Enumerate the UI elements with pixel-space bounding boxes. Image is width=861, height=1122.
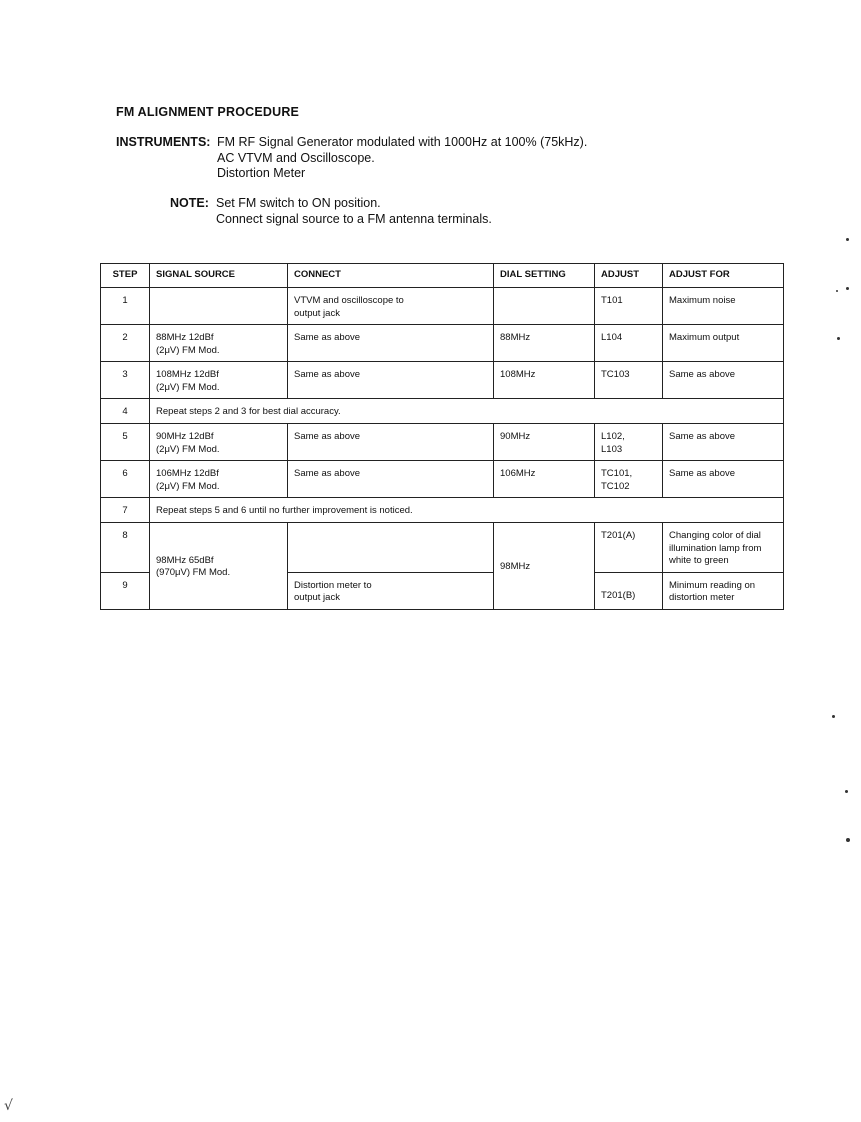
header-adjust: ADJUST xyxy=(595,264,663,288)
step-cell: 6 xyxy=(101,461,150,498)
adjust-cell: T101 xyxy=(595,288,663,325)
header-signal-source: SIGNAL SOURCE xyxy=(150,264,288,288)
instrument-line: AC VTVM and Oscilloscope. xyxy=(217,150,375,165)
scan-speck xyxy=(836,290,838,292)
scan-speck xyxy=(846,838,850,842)
table-row xyxy=(101,288,784,325)
dial-setting-cell: 88MHz xyxy=(494,325,595,362)
alignment-table xyxy=(100,263,784,610)
merged-instruction-cell: Repeat steps 5 and 6 until no further improvement is noticed. xyxy=(150,498,784,523)
signal-source-cell: 90MHz 12dBf (2μV) FM Mod. xyxy=(150,424,288,461)
margin-check-mark: √ xyxy=(4,1098,13,1114)
merged-instruction-cell: Repeat steps 2 and 3 for best dial accuracy. xyxy=(150,399,784,424)
dial-setting-cell: 106MHz xyxy=(494,461,595,498)
table-header-row xyxy=(101,264,784,288)
step-cell: 4 xyxy=(101,399,150,424)
connect-cell: Same as above xyxy=(288,362,494,399)
header-adjust-for: ADJUST FOR xyxy=(663,264,784,288)
adjust-cell: TC101, TC102 xyxy=(595,461,663,498)
table-row xyxy=(101,399,784,424)
instrument-line: Distortion Meter xyxy=(217,166,306,180)
step-cell: 8 xyxy=(101,523,150,573)
adjust-cell: T201(B) xyxy=(595,572,663,609)
signal-source-cell: 88MHz 12dBf (2μV) FM Mod. xyxy=(150,325,288,362)
table-row xyxy=(101,498,784,523)
step-cell: 2 xyxy=(101,325,150,362)
connect-cell xyxy=(288,523,494,573)
note-line: Set FM switch to ON position. xyxy=(216,196,381,210)
note-text xyxy=(216,196,492,227)
step-cell: 7 xyxy=(101,498,150,523)
connect-cell: VTVM and oscilloscope to output jack xyxy=(288,288,494,325)
adjust-for-cell: Same as above xyxy=(663,424,784,461)
connect-cell: Distortion meter to output jack xyxy=(288,572,494,609)
header-dial-setting: DIAL SETTING xyxy=(494,264,595,288)
adjust-cell: L102, L103 xyxy=(595,424,663,461)
table-row xyxy=(101,461,784,498)
adjust-cell: T201(A) xyxy=(595,523,663,573)
adjust-for-cell: Maximum noise xyxy=(663,288,784,325)
connect-cell: Same as above xyxy=(288,325,494,362)
adjust-for-cell: Changing color of dial illumination lamp from white to green xyxy=(663,523,784,573)
adjust-for-cell: Minimum reading on distortion meter xyxy=(663,572,784,609)
signal-source-cell: 108MHz 12dBf (2μV) FM Mod. xyxy=(150,362,288,399)
dial-setting-cell: 98MHz xyxy=(494,523,595,610)
scan-speck xyxy=(846,238,849,241)
dial-setting-cell: 90MHz xyxy=(494,424,595,461)
scan-speck xyxy=(846,287,849,290)
step-cell: 5 xyxy=(101,424,150,461)
adjust-for-cell: Same as above xyxy=(663,461,784,498)
instruments-list xyxy=(217,135,587,182)
instrument-line: FM RF Signal Generator modulated with 1000Hz at 100% (75kHz). xyxy=(217,135,588,149)
header-step: STEP xyxy=(101,264,150,288)
table-row xyxy=(101,523,784,573)
page-title: FM ALIGNMENT PROCEDURE xyxy=(116,105,300,119)
signal-source-cell xyxy=(150,288,288,325)
step-cell: 3 xyxy=(101,362,150,399)
note-label: NOTE: xyxy=(170,196,209,210)
scan-speck xyxy=(837,337,840,340)
adjust-cell: TC103 xyxy=(595,362,663,399)
adjust-cell: L104 xyxy=(595,325,663,362)
header-connect: CONNECT xyxy=(288,264,494,288)
signal-source-cell: 106MHz 12dBf (2μV) FM Mod. xyxy=(150,461,288,498)
adjust-for-cell: Maximum output xyxy=(663,325,784,362)
connect-cell: Same as above xyxy=(288,424,494,461)
note-line: Connect signal source to a FM antenna terminals. xyxy=(216,211,492,226)
step-cell: 9 xyxy=(101,572,150,609)
table-row xyxy=(101,424,784,461)
dial-setting-cell: 108MHz xyxy=(494,362,595,399)
step-cell: 1 xyxy=(101,288,150,325)
dial-setting-cell xyxy=(494,288,595,325)
adjust-for-cell: Same as above xyxy=(663,362,784,399)
instruments-label: INSTRUMENTS: xyxy=(116,135,211,149)
table-row xyxy=(101,325,784,362)
table-row xyxy=(101,362,784,399)
connect-cell: Same as above xyxy=(288,461,494,498)
signal-source-cell: 98MHz 65dBf (970μV) FM Mod. xyxy=(150,523,288,610)
scan-speck xyxy=(845,790,848,793)
scan-speck xyxy=(832,715,835,718)
